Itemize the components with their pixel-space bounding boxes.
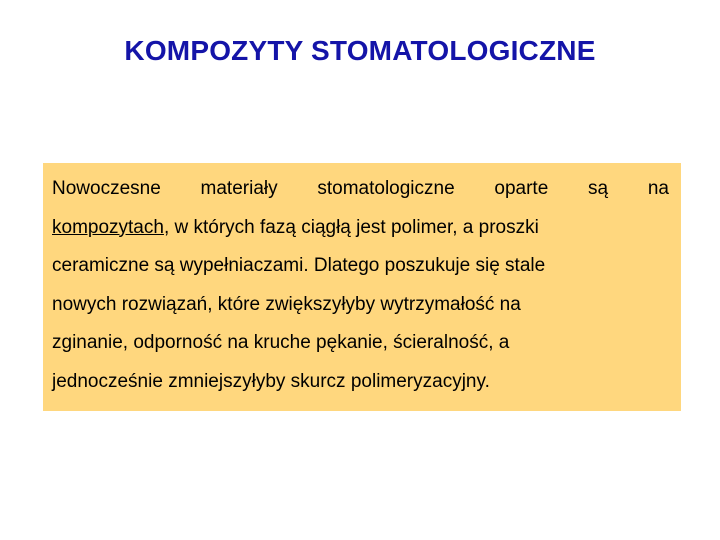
slide-title: KOMPOZYTY STOMATOLOGICZNE: [124, 35, 596, 66]
paragraph-line-3: ceramiczne są wypełniaczami. Dlatego poszukuje się stale: [52, 255, 546, 276]
paragraph-line-4: nowych rozwiązań, które zwiększyłyby wytrzymałość na: [52, 293, 521, 315]
paragraph-word: Nowoczesne: [52, 178, 161, 199]
paragraph-word: na: [647, 178, 669, 199]
paragraph-word: stomatologiczne: [317, 178, 455, 199]
underlined-term: kompozytach: [52, 216, 164, 238]
paragraph-line-2: [52, 215, 669, 254]
paragraph-line-1: [52, 176, 669, 215]
paragraph-line-5: zginanie, odporność na kruche pękanie, ścieralność, a: [52, 332, 510, 353]
paragraph-word: są: [588, 178, 609, 199]
paragraph-word: materiały: [200, 178, 278, 199]
paragraph-line-2-rest: , w których fazą ciągłą jest polimer, a proszki: [163, 216, 539, 238]
paragraph-word: oparte: [494, 178, 549, 199]
text-box: [43, 163, 681, 411]
paragraph-line-6: jednocześnie zmniejszyłyby skurcz polimeryzacyjny.: [52, 370, 490, 392]
